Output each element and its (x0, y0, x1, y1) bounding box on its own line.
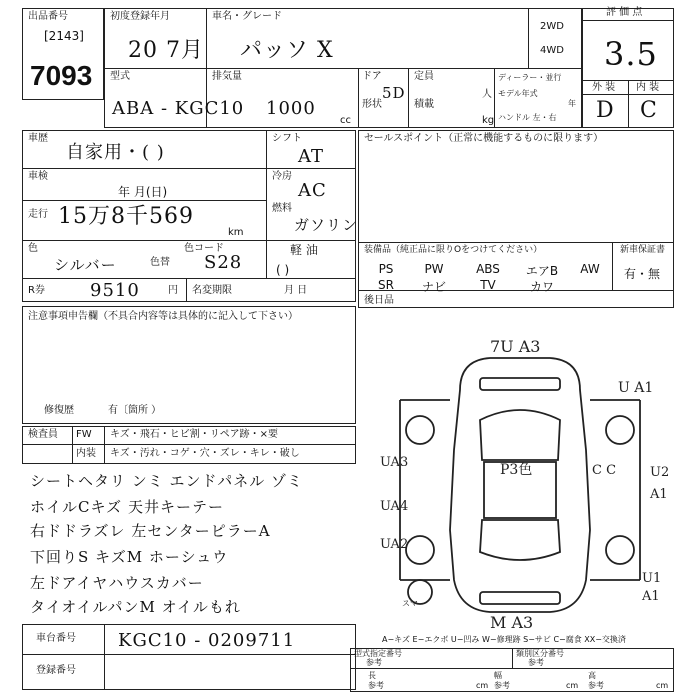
yen-label: 円 (168, 285, 178, 296)
lot-label: 出品番号 (28, 11, 68, 22)
cc-label: cc (340, 115, 351, 126)
fuel-label: 燃料 (272, 203, 292, 214)
divider (22, 278, 356, 279)
repair-value: 有〔箇所 ） (108, 405, 162, 416)
displacement-value: 1000 (266, 98, 316, 119)
mark-left2: UA4 (380, 499, 409, 514)
notes-label: 注意事項申告欄（不具合内容等は具体的に記入して下さい） (28, 311, 298, 322)
windshield (480, 410, 560, 460)
wheel-rear-right (606, 536, 634, 564)
inspection-label: 車検 (28, 171, 48, 182)
displacement-label: 排気量 (212, 71, 242, 82)
designation-ref: 参考 (366, 658, 382, 667)
mark-bottom: M A3 (490, 613, 534, 632)
colorcode-value: S28 (204, 252, 243, 273)
classification-label: 類別区分番号 (516, 649, 564, 658)
divider (494, 68, 495, 128)
interior-items: キズ・汚れ・コゲ・穴・ズレ・キレ・破し (110, 448, 300, 459)
fuel-value3: ( ) (276, 263, 290, 277)
mark-cc: C C (592, 463, 617, 478)
length-ref: 参考 (368, 681, 384, 690)
interior-label: 内 装 (636, 82, 660, 93)
divider (582, 20, 674, 21)
classification-ref: 参考 (528, 658, 544, 667)
car-outline (400, 358, 640, 612)
interior-value: C (640, 98, 658, 123)
door-value: 5D (382, 84, 406, 102)
divider (72, 426, 73, 464)
colorcode-label: 色コード (184, 243, 224, 254)
height-ref: 参考 (588, 681, 604, 690)
grade-value: 3.5 (604, 35, 658, 73)
mileage-label: 走行 (28, 209, 48, 220)
model-year-label: モデル年式 (498, 89, 538, 98)
equip-label: 装備品（純正品に限りOをつけてください） (364, 245, 543, 255)
remark-line: シートヘタリ ンミ エンドパネル ゾミ (30, 472, 304, 490)
car-body (450, 358, 590, 612)
fw-label: FW (76, 429, 92, 440)
mark-roof: P3色 (500, 462, 533, 478)
option-airbag: エアB (525, 264, 559, 278)
ac-label: 冷房 (272, 171, 292, 182)
name-change-value: 月 日 (284, 285, 308, 296)
damage-legend: A−キズ E−エクボ U−凹み W−修理跡 S−サビ C−腐食 XX−交換済 (382, 635, 626, 644)
option-abs: ABS (476, 262, 500, 276)
option-leather: カワ (529, 280, 554, 294)
divider (628, 80, 629, 128)
model-value: ABA - KGC10 (112, 98, 245, 119)
option-navi: ナビ (421, 280, 446, 294)
sales-points-label: セールスポイント（正常に機能するものに限ります） (364, 133, 604, 144)
front-bumper (480, 378, 560, 390)
load-unit: kg (482, 115, 495, 126)
grade-label: 評 価 点 (606, 7, 643, 18)
divider (22, 240, 356, 241)
divider (266, 130, 267, 278)
divider (350, 668, 674, 669)
wheel-front-right (606, 416, 634, 444)
first-reg-label: 初度登録年月 (110, 11, 170, 22)
recycle-label: R券 (28, 285, 45, 296)
smile-label: スマ (402, 599, 418, 608)
dealer-label: ディーラー・並行 (498, 73, 562, 82)
height-label: 高 (588, 671, 596, 680)
remark-line: 右ドドラズレ 左センターピラーA (30, 522, 271, 540)
carname-label: 車名・グレード (212, 11, 282, 22)
fuel-value2: 軽 油 (290, 243, 318, 257)
option-sr: SR (378, 278, 394, 292)
inspection-value: 年 月(日) (118, 185, 168, 199)
registration-label: 登録番号 (36, 665, 76, 676)
rear-window (480, 520, 560, 560)
handle-label: ハンドル 左・右 (498, 113, 557, 122)
fw-items: キズ・飛石・ヒビ割・リペア跡・×要 (110, 429, 278, 440)
warranty-label: 新車保証書 (620, 245, 666, 255)
mark-u1: U1 (642, 571, 662, 586)
height-unit: cm (656, 681, 669, 690)
fourwd-label: 4WD (540, 45, 564, 56)
mark-left3: UA2 (380, 537, 409, 552)
capacity-label: 定員 (414, 71, 434, 82)
interior-inspect-label: 内装 (76, 448, 96, 459)
shift-label: シフト (272, 133, 302, 144)
divider (22, 168, 356, 169)
designation-label: 型式指定番号 (354, 649, 402, 658)
door-label: ドア (362, 71, 382, 82)
right-side (590, 400, 640, 580)
width-ref: 参考 (494, 681, 510, 690)
color-label: 色 (28, 243, 38, 254)
shift-value: AT (298, 146, 325, 167)
name-change-label: 名変期限 (192, 285, 232, 296)
divider (358, 68, 359, 128)
capacity-unit: 人 (482, 89, 492, 100)
option-ps: PS (378, 262, 394, 276)
divider (512, 648, 513, 668)
option-pw: PW (424, 262, 444, 276)
seller-label: 後日品 (364, 295, 394, 306)
shape-label: 形状 (362, 99, 382, 110)
carname-value: パッソ X (240, 38, 334, 63)
load-label: 積載 (414, 99, 434, 110)
mark-top: 7U A3 (490, 337, 541, 356)
car-diagram (360, 330, 680, 640)
repair-label: 修復歴 (44, 405, 74, 416)
fuel-value: ガソリン (294, 216, 359, 234)
mark-left1: UA3 (380, 455, 409, 470)
divider (104, 426, 105, 464)
mileage-value: 15万8千569 (58, 204, 194, 229)
wheel-front-left (406, 416, 434, 444)
option-aw: AW (580, 262, 600, 276)
history-value: 自家用・( ) (66, 142, 165, 163)
remark-line: ホイルCキズ 天井キーテー (30, 498, 224, 516)
left-side (400, 400, 450, 580)
remark-line: タイオイルパンM オイルもれ (30, 598, 241, 616)
length-label: 長 (368, 671, 376, 680)
warranty-value: 有・無 (624, 267, 661, 281)
history-label: 車歴 (28, 133, 48, 144)
chassis-value: KGC10 - 0209711 (118, 630, 296, 651)
wheel-rear-left (406, 536, 434, 564)
chassis-label: 車台番号 (36, 633, 76, 644)
divider (528, 8, 529, 68)
remark-line: 下回りS キズM ホーシュウ (30, 548, 229, 566)
lot-number: 7093 (30, 60, 93, 91)
mark-right: U A1 (618, 380, 654, 396)
option-tv: TV (480, 278, 496, 292)
divider (104, 68, 582, 69)
model-label: 型式 (110, 71, 130, 82)
first-reg-value: 20 7月 (128, 38, 204, 63)
km-label: km (228, 227, 244, 238)
divider (22, 654, 356, 655)
divider (358, 242, 674, 243)
exterior-label: 外 装 (592, 82, 616, 93)
color-value: シルバー (54, 256, 117, 274)
mark-a1b: A1 (642, 589, 660, 604)
mark-a1: A1 (650, 487, 668, 502)
rear-bumper (480, 592, 560, 604)
width-label: 幅 (494, 671, 502, 680)
recolor-label: 色替 (150, 257, 170, 268)
divider (186, 278, 187, 302)
remark-line: 左ドアイヤハウスカバー (30, 574, 204, 592)
year-unit: 年 (568, 99, 576, 108)
inspector-label: 検査員 (28, 429, 58, 440)
divider (104, 624, 105, 690)
width-unit: cm (566, 681, 579, 690)
divider (408, 68, 409, 128)
lot-sub: [2143] (44, 29, 84, 43)
exterior-value: D (596, 98, 615, 123)
mark-u2: U2 (650, 465, 670, 480)
divider (22, 200, 266, 201)
twowd-label: 2WD (540, 21, 564, 32)
recycle-value: 9510 (90, 280, 140, 301)
length-unit: cm (476, 681, 489, 690)
ac-value: AC (298, 180, 327, 201)
